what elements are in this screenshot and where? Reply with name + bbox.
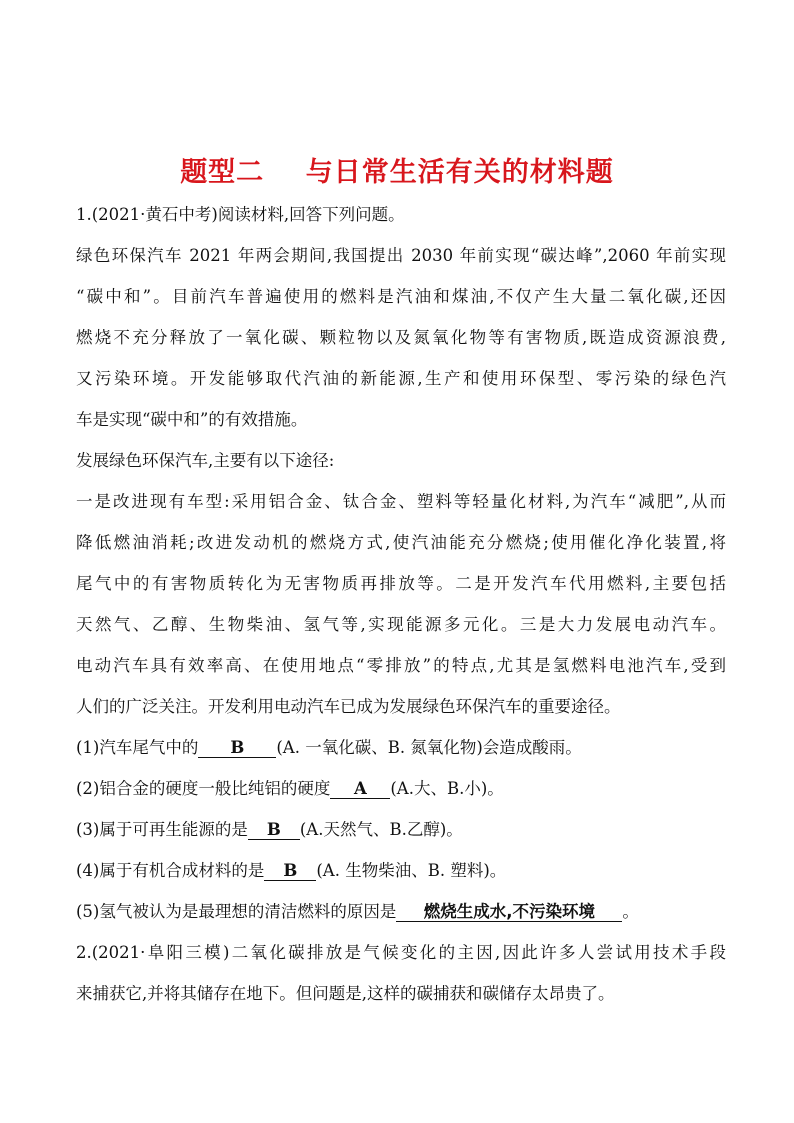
question-2-line: 来捕获它,并将其储存在地下。但问题是,这样的碳捕获和碳储存太昂贵了。 [76,984,615,1003]
answer-blank: A [330,780,390,799]
passage-line: 电动汽车具有效率高、在使用地点“零排放”的特点,尤其是氢燃料电池汽车,受到 [76,656,726,675]
page-title: 题型二 与日常生活有关的材料题 [180,157,614,188]
question-options: (A. 一氧化碳、B. 氮氧化物)会造成酸雨。 [276,738,582,757]
passage-line: 尾气中的有害物质转化为无害物质再排放等。二是开发汽车代用燃料,主要包括 [76,574,726,593]
passage-line: 又污染环境。开发能够取代汽油的新能源,生产和使用环保型、零污染的绿色汽 [76,369,726,388]
sub-question-5 [76,902,726,922]
answer-blank: B [248,821,300,840]
question-options: (A.大、B.小)。 [390,779,504,798]
passage-line: 天然气、乙醇、生物柴油、氢气等,实现能源多元化。三是大力发展电动汽车。 [76,615,726,634]
passage-line: 人们的广泛关注。开发利用电动汽车已成为发展绿色环保汽车的重要途径。 [76,697,621,716]
answer-blank: B [198,739,276,758]
passage-line: 发展绿色环保汽车,主要有以下途径: [76,451,335,470]
question-2-line: 2.(2021·阜阳三模)二氧化碳排放是气候变化的主因,因此许多人尝试用技术手段 [76,943,726,962]
passage-line: 降低燃油消耗;改进发动机的燃烧方式,使汽油能充分燃烧;使用催化净化装置,将 [76,533,726,552]
passage-line: 一是改进现有车型:采用铝合金、钛合金、塑料等轻量化材料,为汽车“减肥”,从而 [76,492,726,511]
passage-line: 燃烧不充分释放了一氧化碳、颗粒物以及氮氧化物等有害物质,既造成资源浪费, [76,328,726,347]
answer-blank: 燃烧生成水,不污染环境 [396,903,622,922]
question-options: (A. 生物柴油、B. 塑料)。 [316,861,507,880]
passage-line: 绿色环保汽车 2021 年两会期间,我国提出 2030 年前实现“碳达峰”,2060 年前实现 [76,246,726,265]
sub-question-3 [76,820,726,840]
question-text: (1)汽车尾气中的 [76,738,199,757]
question-options: 。 [622,902,639,921]
sub-question-4 [76,861,726,881]
question-text: (2)铝合金的硬度一般比纯铝的硬度 [76,779,331,798]
answer-blank: B [264,862,316,881]
question-1-header: 1.(2021·黄石中考)阅读材料,回答下列问题。 [76,205,405,224]
sub-question-1 [76,738,726,758]
passage-line: 车是实现“碳中和”的有效措施。 [76,410,308,429]
sub-question-2 [76,779,726,799]
question-text: (5)氢气被认为是最理想的清洁燃料的原因是 [76,902,397,921]
question-text: (3)属于可再生能源的是 [76,820,248,839]
passage-line: “碳中和”。目前汽车普遍使用的燃料是汽油和煤油,不仅产生大量二氧化碳,还因 [76,287,726,306]
question-options: (A.天然气、B.乙醇)。 [299,820,463,839]
question-text: (4)属于有机合成材料的是 [76,861,265,880]
document-body [76,205,726,1025]
